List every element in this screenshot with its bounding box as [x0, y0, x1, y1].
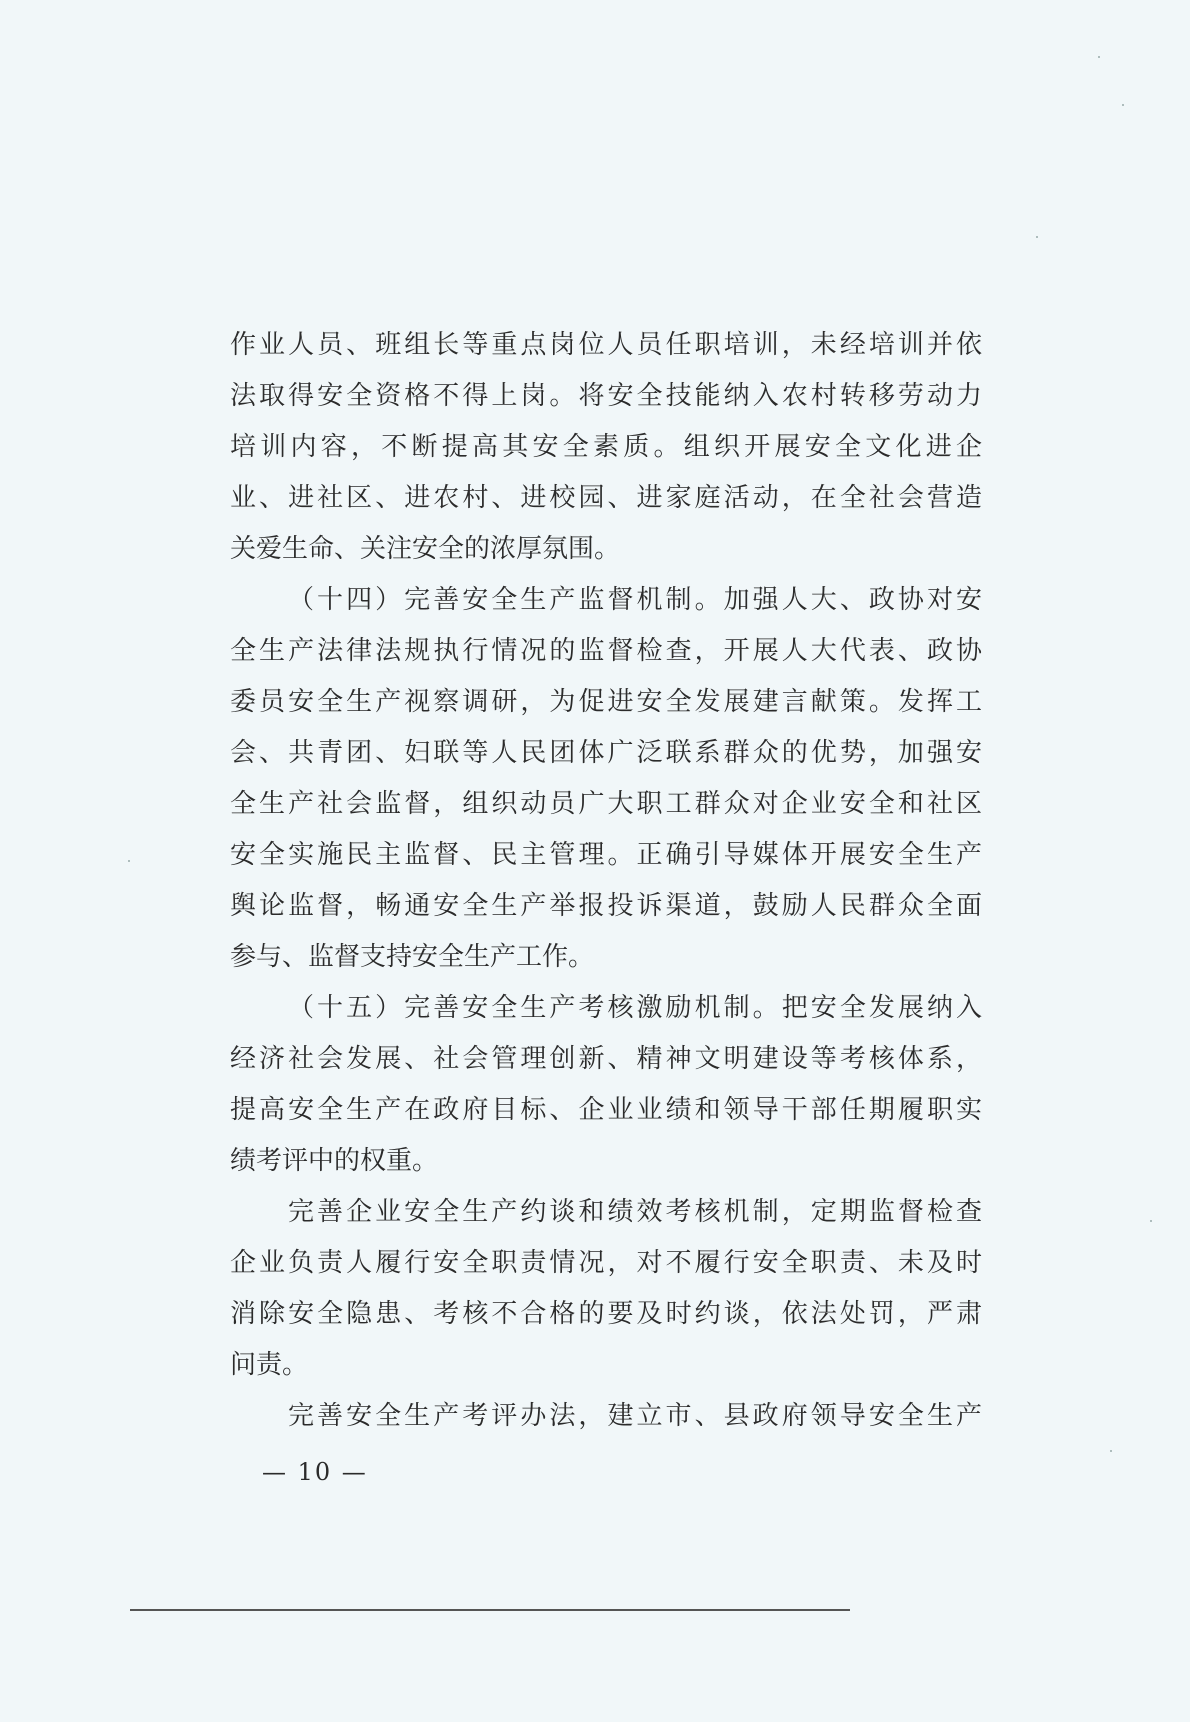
- page-number: — 10 —: [262, 1458, 368, 1486]
- text-line: 安全实施民主监督、民主管理。正确引导媒体开展安全生产: [230, 840, 982, 870]
- text-line: 消除安全隐患、考核不合格的要及时约谈，依法处罚，严肃: [230, 1299, 982, 1329]
- text-line: 全生产法律法规执行情况的监督检查，开展人大代表、政协: [230, 636, 982, 666]
- paragraph-start-line: 完善企业安全生产约谈和绩效考核机制，定期监督检查: [288, 1197, 982, 1227]
- text-line: 会、共青团、妇联等人民团体广泛联系群众的优势，加强安: [230, 738, 982, 768]
- scan-speck: [1150, 1220, 1152, 1222]
- paragraph-start-line: 完善安全生产考评办法，建立市、县政府领导安全生产: [288, 1401, 982, 1431]
- text-line: 企业负责人履行安全职责情况，对不履行安全职责、未及时: [230, 1248, 982, 1278]
- scan-speck: [128, 860, 130, 862]
- text-line: 关爱生命、关注安全的浓厚氛围。: [230, 534, 621, 564]
- scan-speck: [1110, 1450, 1112, 1452]
- text-line: 法取得安全资格不得上岗。将安全技能纳入农村转移劳动力: [230, 381, 982, 411]
- text-line: 业、进社区、进农村、进校园、进家庭活动，在全社会营造: [230, 483, 982, 513]
- text-line: 舆论监督，畅通安全生产举报投诉渠道，鼓励人民群众全面: [230, 891, 982, 921]
- text-line: 参与、监督支持安全生产工作。: [230, 942, 595, 972]
- scan-speck: [1122, 104, 1124, 106]
- text-line: 全生产社会监督，组织动员广大职工群众对企业安全和社区: [230, 789, 982, 819]
- scan-speck: [1036, 236, 1038, 238]
- text-line: 提高安全生产在政府目标、企业业绩和领导干部任期履职实: [230, 1095, 982, 1125]
- scan-speck: [1098, 56, 1100, 58]
- footer-rule: [130, 1609, 850, 1611]
- text-line: 培训内容，不断提高其安全素质。组织开展安全文化进企: [230, 432, 982, 462]
- body-text: [230, 320, 982, 1442]
- text-line: 绩考评中的权重。: [230, 1146, 439, 1176]
- section-15-heading-line: （十五）完善安全生产考核激励机制。把安全发展纳入: [288, 993, 982, 1023]
- text-line: 问责。: [230, 1350, 309, 1380]
- text-line: 经济社会发展、社会管理创新、精神文明建设等考核体系，: [230, 1044, 982, 1074]
- text-line: 委员安全生产视察调研，为促进安全发展建言献策。发挥工: [230, 687, 982, 717]
- section-14-heading-line: （十四）完善安全生产监督机制。加强人大、政协对安: [288, 585, 982, 615]
- text-line: 作业人员、班组长等重点岗位人员任职培训，未经培训并依: [230, 330, 982, 360]
